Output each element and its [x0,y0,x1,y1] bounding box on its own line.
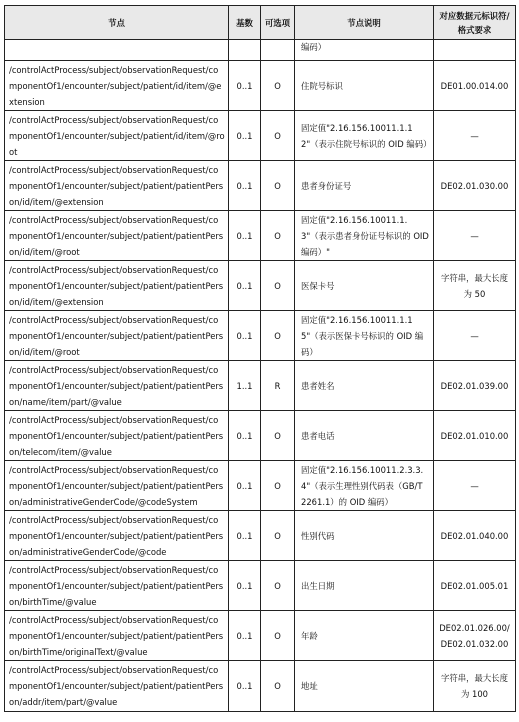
node-path: /controlActProcess/subject/observationRequest/componentOf1/encounter/subject/patient/patientPerson/id/item/@root [5,211,229,261]
node-description: 医保卡号 [295,261,434,311]
cardinality: 0..1 [229,411,261,461]
optionality: O [261,511,295,561]
node-path: /controlActProcess/subject/observationRequest/componentOf1/encounter/subject/patient/patientPerson/id/item/@extension [5,161,229,211]
table-row [5,561,516,611]
table-row [5,661,516,712]
node-description: 患者姓名 [295,361,434,411]
node-description: 地址 [295,661,434,712]
optionality: O [261,311,295,361]
node-description: 住院号标识 [295,61,434,111]
table-row [5,311,516,361]
node-path: /controlActProcess/subject/observationRequest/componentOf1/encounter/subject/patient/patientPerson/birthTime/originalText/@value [5,611,229,661]
table-row [5,211,516,261]
table-row [5,611,516,661]
cardinality: 0..1 [229,161,261,211]
optionality: R [261,361,295,411]
node-path: /controlActProcess/subject/observationRequest/componentOf1/encounter/subject/patient/patientPerson/id/item/@root [5,311,229,361]
node-path: /controlActProcess/subject/observationRequest/componentOf1/encounter/subject/patient/patientPerson/id/item/@extension [5,261,229,311]
optionality: O [261,211,295,261]
cardinality: 0..1 [229,561,261,611]
data-element-id: DE02.01.030.00 [434,161,516,211]
optionality: O [261,61,295,111]
optionality [261,40,295,61]
node-path: /controlActProcess/subject/observationRequest/componentOf1/encounter/subject/patient/patientPerson/addr/item/part/@value [5,661,229,712]
cardinality: 0..1 [229,461,261,511]
node-description: 固定值"2.16.156.10011.2.3.3.4"（表示生理性别代码表（GB/T 2261.1）的 OID 编码） [295,461,434,511]
node-path: /controlActProcess/subject/observationRequest/componentOf1/encounter/subject/patient/id/item/@root [5,111,229,161]
table-row [5,161,516,211]
node-path: /controlActProcess/subject/observationRequest/componentOf1/encounter/subject/patient/patientPerson/administrativeGenderCode/@code [5,511,229,561]
data-element-id: — [434,111,516,161]
optionality: O [261,411,295,461]
cardinality: 0..1 [229,111,261,161]
table-row [5,411,516,461]
data-element-id: DE02.01.010.00 [434,411,516,461]
document-page [4,5,515,712]
data-element-id: DE02.01.039.00 [434,361,516,411]
cardinality: 0..1 [229,61,261,111]
optionality: O [261,261,295,311]
header-description: 节点说明 [295,6,434,40]
optionality: O [261,461,295,511]
cardinality: 0..1 [229,611,261,661]
node-description: 固定值"2.16.156.10011.1.15"（表示医保卡号标识的 OID 编码） [295,311,434,361]
node-description: 患者身份证号 [295,161,434,211]
header-cardinality: 基数 [229,6,261,40]
cardinality: 0..1 [229,511,261,561]
node-path: /controlActProcess/subject/observationRequest/componentOf1/encounter/subject/patient/patientPerson/telecom/item/@value [5,411,229,461]
data-element-id: — [434,461,516,511]
cardinality [229,40,261,61]
optionality: O [261,561,295,611]
node-path: /controlActProcess/subject/observationRequest/componentOf1/encounter/subject/patient/id/item/@extension [5,61,229,111]
node-description: 固定值"2.16.156.10011.1.3"（表示患者身份证号标识的 OID 编码）" [295,211,434,261]
table-row [5,511,516,561]
table-header-row [5,6,516,40]
table-row [5,40,516,61]
node-description: 编码） [295,40,434,61]
data-element-id [434,40,516,61]
table-row [5,261,516,311]
node-path: /controlActProcess/subject/observationRequest/componentOf1/encounter/subject/patient/patientPerson/name/item/part/@value [5,361,229,411]
node-description: 出生日期 [295,561,434,611]
header-node: 节点 [5,6,229,40]
node-description: 年龄 [295,611,434,661]
data-element-id: DE01.00.014.00 [434,61,516,111]
optionality: O [261,661,295,712]
data-element-id: 字符串，最大长度为 50 [434,261,516,311]
data-element-id: 字符串，最大长度为 100 [434,661,516,712]
data-element-id: — [434,211,516,261]
node-description: 固定值"2.16.156.10011.1.12"（表示住院号标识的 OID 编码） [295,111,434,161]
table-row [5,461,516,511]
node-path: /controlActProcess/subject/observationRequest/componentOf1/encounter/subject/patient/patientPerson/birthTime/@value [5,561,229,611]
optionality: O [261,611,295,661]
optionality: O [261,111,295,161]
header-data-element: 对应数据元标识符/格式要求 [434,6,516,40]
table-row [5,111,516,161]
cardinality: 0..1 [229,311,261,361]
node-path [5,40,229,61]
node-path: /controlActProcess/subject/observationRequest/componentOf1/encounter/subject/patient/patientPerson/administrativeGenderCode/@codeSystem [5,461,229,511]
table-row [5,61,516,111]
header-optional: 可选项 [261,6,295,40]
data-element-id: DE02.01.005.01 [434,561,516,611]
cardinality: 0..1 [229,661,261,712]
node-description: 性别代码 [295,511,434,561]
cardinality: 0..1 [229,261,261,311]
data-element-id: — [434,311,516,361]
cardinality: 0..1 [229,211,261,261]
node-description: 患者电话 [295,411,434,461]
data-element-id: DE02.01.026.00/DE02.01.032.00 [434,611,516,661]
table-row [5,361,516,411]
optionality: O [261,161,295,211]
node-spec-table [4,5,516,712]
cardinality: 1..1 [229,361,261,411]
data-element-id: DE02.01.040.00 [434,511,516,561]
